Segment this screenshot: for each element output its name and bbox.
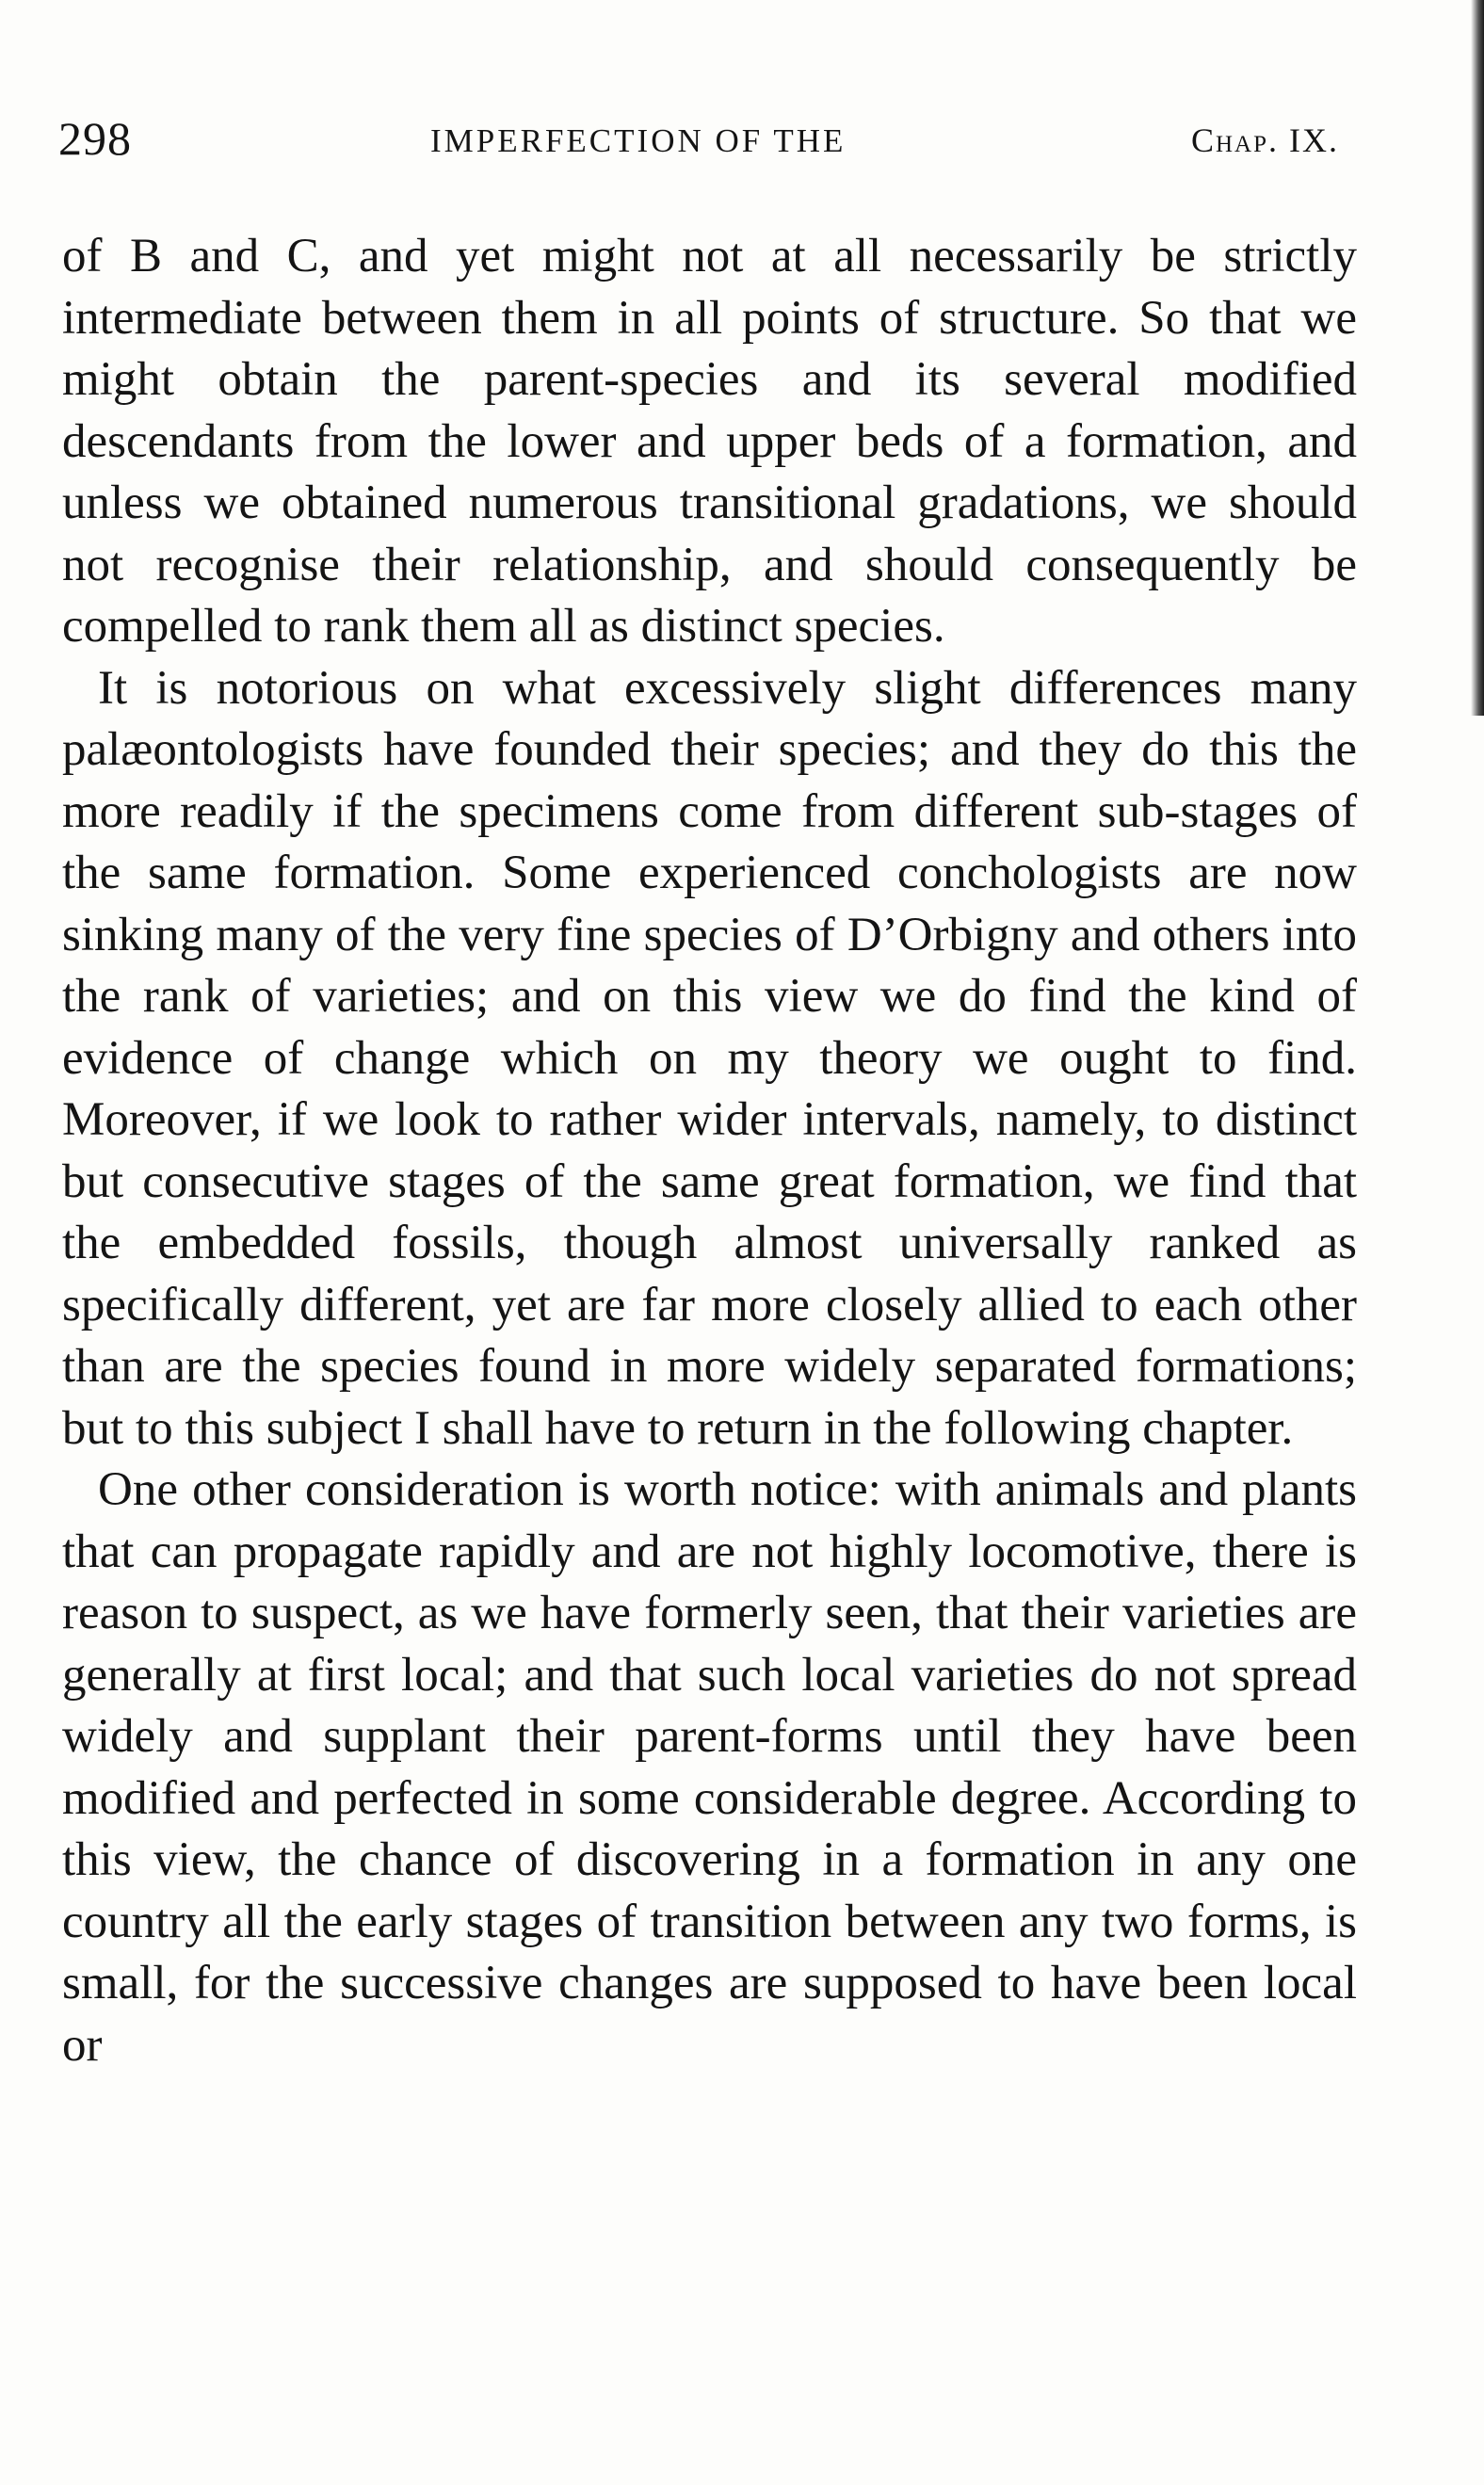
- page-edge-shadow: [1471, 0, 1484, 716]
- chapter-label: Chap. IX.: [1190, 121, 1339, 159]
- paragraph-palaeontologists: It is notorious on what excessively slight differences many palæontologists have founded their species; and they do this the more readily if the specimens come from different sub-stages of the same formation. Some experienced conchologists are now sinking many of the very fine species of D’Orbigny and others into the rank of varieties; and on this view we do find the kind of evidence of change which on my theory we ought to find. Moreover, if we look to rather wider intervals, namely, to distinct but consecutive stages of the same great formation, we find that the embedded fossils, though almost universally ranked as specifically different, yet are far more closely allied to each other than are the species found in more widely separated formations; but to this subject I shall have to return in the following chapter.: [62, 661, 1357, 1455]
- running-header: [58, 111, 1339, 168]
- body-text: [62, 226, 1357, 2076]
- paragraph-local-varieties: One other consideration is worth notice: with animals and plants that can propagate rapidly and are not highly locomotive, there is reason to suspect, as we have formerly seen, that their varieties are generally at first local; and that such local varieties do not spread widely and supplant their parent-forms until they have been modified and perfected in some considerable degree. According to this view, the chance of discovering in a formation in any one country all the early stages of transition between any two forms, is small, for the successive changes are supposed to have been local or: [62, 1463, 1357, 2072]
- paragraph-continued: of B and C, and yet might not at all necessarily be strictly intermediate between them in all points of structure. So that we might obtain the parent-species and its several modified descendants from the lower and upper beds of a formation, and unless we obtained numerous transitional gradations, we should not recognise their relationship, and should consequently be compelled to rank them all as distinct species.: [62, 230, 1357, 653]
- page-number: 298: [58, 112, 132, 165]
- running-title: IMPERFECTION OF THE: [430, 122, 847, 159]
